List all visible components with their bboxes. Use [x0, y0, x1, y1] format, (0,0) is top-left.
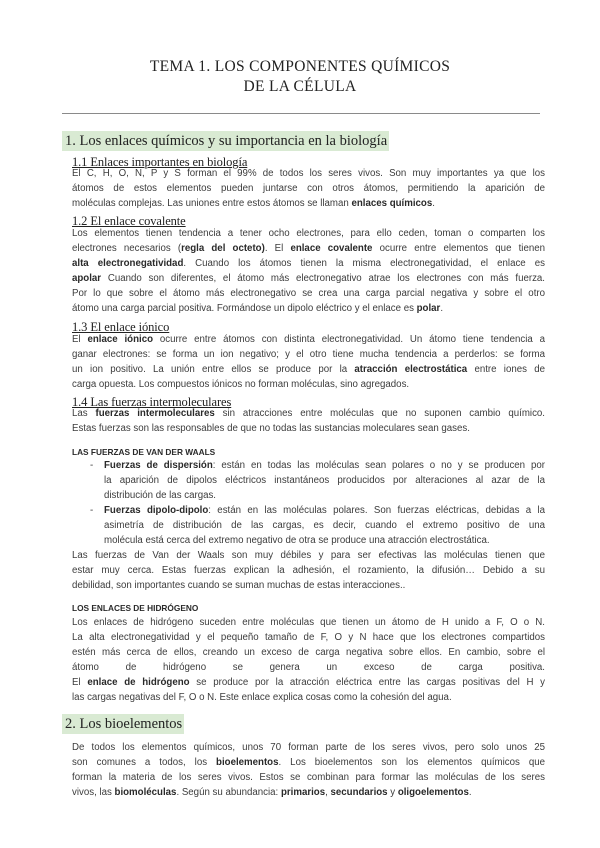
bullet-item-dipole: [104, 503, 545, 548]
text-segment: vivos, las: [72, 787, 115, 798]
bold-term: polar: [416, 303, 441, 314]
text-line: [72, 241, 545, 256]
text-segment: Los enlaces de hidrógeno suceden entre moléculas que tienen un átomo de H unido a F, O o N.: [72, 617, 545, 628]
text-segment: entre iones de: [467, 364, 546, 375]
title-line-1: TEMA 1. LOS COMPONENTES QUÍMICOS: [149, 58, 451, 75]
text-segment: ,: [325, 787, 331, 798]
text-segment: átomo una carga parcial positiva. Formándose un dipolo eléctrico y el enlace es: [72, 303, 417, 314]
text-segment: átomos de estos elementos pueden juntarse con otros átomos, permitiendo la aparición de: [72, 183, 545, 194]
bold-term: fuerzas intermoleculares: [95, 408, 215, 419]
text-segment: Estas fuerzas son las responsables de que no todas las sustancias moleculares sean gases.: [72, 423, 470, 434]
text-segment: Por lo que sobre el átomo más electronegativo se crea una carga parcial negativa y sobre el otro: [72, 288, 545, 299]
text-segment: : están en las moléculas polares. Son fuerzas eléctricas, debidas a la: [208, 505, 545, 516]
paragraph-1-4: [72, 406, 545, 436]
text-line: [72, 406, 545, 421]
bold-term: apolar: [72, 273, 102, 284]
bold-term: enlace covalente: [290, 243, 373, 254]
text-line: [72, 785, 545, 800]
text-segment: molécula está cerca del extremo negativo de otra se produce una atracción electrostática.: [104, 535, 490, 546]
subsection-1-1-heading-text: 1.1 Enlaces importantes en biología: [72, 155, 248, 169]
section-2-heading: 2. Los bioelementos: [62, 714, 184, 734]
document-title: [0, 57, 600, 97]
text-line: [104, 488, 545, 503]
text-line: [72, 256, 545, 271]
bold-term: alta electronegatividad: [72, 258, 184, 269]
text-segment: : están en todas las moléculas sean polares o no y se producen por: [212, 460, 545, 471]
text-segment: Las fuerzas de Van der Waals son muy débiles y para ser efectivas las moléculas tienen que: [72, 550, 545, 561]
text-segment: asimetría de distribución de las cargas, es decir, cuando el extremo positivo de una: [104, 520, 545, 531]
text-segment: .: [432, 198, 435, 209]
text-line: [72, 660, 545, 675]
hydrogen-bonds-title: LOS ENLACES DE HIDRÓGENO: [72, 603, 199, 613]
bullet-marker-2: -: [90, 505, 94, 516]
bold-term: enlace de hidrógeno: [87, 677, 190, 688]
text-segment: El C, H, O, N, P y S forman el 99% de todos los seres vivos. Son muy importantes ya que los: [72, 168, 545, 179]
van-der-waals-title: LAS FUERZAS DE VAN DER WAALS: [72, 447, 216, 457]
text-segment: forman la materia de los seres vivos. Estos se combinan para formar las moléculas de los seres: [72, 772, 545, 783]
text-line: [72, 271, 545, 286]
title-line-2: DE LA CÉLULA: [243, 78, 357, 95]
bold-term: biomoléculas: [114, 787, 177, 798]
text-segment: distribución de las cargas.: [104, 490, 217, 501]
subsection-1-2-heading-text: 1.2 El enlace covalente: [72, 214, 186, 228]
bold-term: atracción electrostática: [354, 364, 468, 375]
text-segment: Los elementos tienen tendencia a tener ocho electrones, para ello ceden, toman o comparten los: [72, 228, 545, 239]
text-segment: . Los bioelementos son los elementos químicos que: [278, 757, 545, 768]
text-segment: sin atracciones entre moléculas que no suponen cambio químico.: [214, 408, 545, 419]
text-segment: la aparición de dipolos eléctricos instantáneos producidos por alteraciones al azar de la: [104, 475, 545, 486]
text-segment: un ion positivo. La unión entre ellos se produce por la: [72, 364, 355, 375]
bold-term: enlace iónico: [87, 334, 153, 345]
paragraph-1-3: [72, 332, 545, 392]
text-line: [72, 421, 545, 436]
text-segment: El: [72, 334, 88, 345]
text-line: [72, 755, 545, 770]
bold-term: secundarios: [330, 787, 388, 798]
text-segment: se produce por la atracción eléctrica entre las cargas positivas del H y: [189, 677, 545, 688]
bold-term: bioelementos: [216, 757, 279, 768]
paragraph-2: [72, 740, 545, 800]
text-line: [72, 645, 545, 660]
text-line: [72, 690, 545, 705]
text-segment: .: [468, 787, 472, 798]
text-segment: Cuando son diferentes, el átomo más electronegativo atrae los electrones con más fuerza.: [101, 273, 545, 284]
text-line: [72, 347, 545, 362]
text-segment: .: [440, 303, 444, 314]
text-line: [72, 286, 545, 301]
text-line: [72, 181, 545, 196]
bold-term: Fuerzas dipolo-dipolo: [104, 505, 209, 516]
bold-term: primarios: [280, 787, 326, 798]
text-line: [72, 740, 545, 755]
text-line: [72, 578, 545, 593]
subsection-1-4-heading-text: 1.4 Las fuerzas intermoleculares: [72, 395, 232, 409]
title-divider: [62, 113, 540, 114]
text-line: [72, 196, 545, 211]
paragraph-hydrogen-bonds: [72, 615, 545, 705]
text-segment: ocurre entre elementos que tienen: [372, 243, 545, 254]
text-segment: electrones necesarios (: [72, 243, 182, 254]
paragraph-1-2: [72, 226, 545, 316]
text-line: [104, 533, 545, 548]
subsection-1-3-heading-text: 1.3 El enlace iónico: [72, 320, 170, 334]
text-segment: Las: [72, 408, 96, 419]
text-segment: . Según su abundancia:: [176, 787, 281, 798]
text-line: [72, 675, 545, 690]
text-line: [104, 518, 545, 533]
text-segment: son comunes a todos, los: [72, 757, 217, 768]
bullet-marker-1: -: [90, 460, 94, 471]
text-segment: . Cuando los átomos tienen la misma electronegatividad, el enlace es: [183, 258, 546, 269]
bold-term: oligoelementos: [397, 787, 469, 798]
text-segment: ganar electrones: se forma un ion negativo; y el otro tiene mucha tendencia a perderlos: se forma: [72, 349, 545, 360]
text-segment: El: [72, 677, 88, 688]
text-line: [72, 332, 545, 347]
text-line: [104, 458, 545, 473]
text-line: [72, 377, 545, 392]
text-line: [72, 301, 545, 316]
text-segment: y: [387, 787, 398, 798]
text-line: [72, 563, 545, 578]
bold-term: Fuerzas de dispersión: [104, 460, 213, 471]
text-segment: De todos los elementos químicos, unos 70 forman parte de los seres vivos, pero solo unos 25: [72, 742, 545, 753]
text-segment: estén más cerca de ellos, creando un exceso de carga negativa sobre ellos. En cambio, sobre el: [72, 647, 545, 658]
section-1-heading: 1. Los enlaces químicos y su importancia en la biología: [62, 131, 389, 151]
text-line: [72, 166, 545, 181]
text-segment: debilidad, son importantes cuando se suman muchas de estas interacciones..: [72, 580, 406, 591]
paragraph-van-der-waals: [72, 548, 545, 593]
text-line: [72, 770, 545, 785]
bold-term: regla del octeto): [181, 243, 265, 254]
paragraph-1-1: [72, 166, 545, 211]
text-segment: las cargas negativas del F, O o N. Este enlace explica cosas como la cohesión del agua.: [72, 692, 452, 703]
text-line: [104, 503, 545, 518]
text-line: [72, 548, 545, 563]
text-line: [72, 630, 545, 645]
text-segment: carga opuesta. Los compuestos iónicos no forman moléculas, sino agregados.: [72, 379, 410, 390]
bullet-item-dispersion: [104, 458, 545, 503]
text-line: [72, 615, 545, 630]
text-line: [72, 362, 545, 377]
text-segment: moléculas complejas. Las uniones entre estos átomos se llaman: [72, 198, 352, 209]
text-segment: La alta electronegatividad y el pequeño tamaño de F, O y N hace que los electrones compartidos: [72, 632, 545, 643]
text-segment: átomo de hidrógeno se genera un exceso de carga positiva.: [72, 662, 545, 673]
text-segment: estar muy cerca. Estas fuerzas explican la adhesión, el rozamiento, la difusión… Debido a su: [72, 565, 545, 576]
bold-term: enlaces químicos: [351, 198, 433, 209]
text-segment: ocurre entre átomos con distinta electronegatividad. Un átomo tiene tendencia a: [153, 334, 545, 345]
text-segment: . El: [264, 243, 291, 254]
text-line: [104, 473, 545, 488]
text-line: [72, 226, 545, 241]
